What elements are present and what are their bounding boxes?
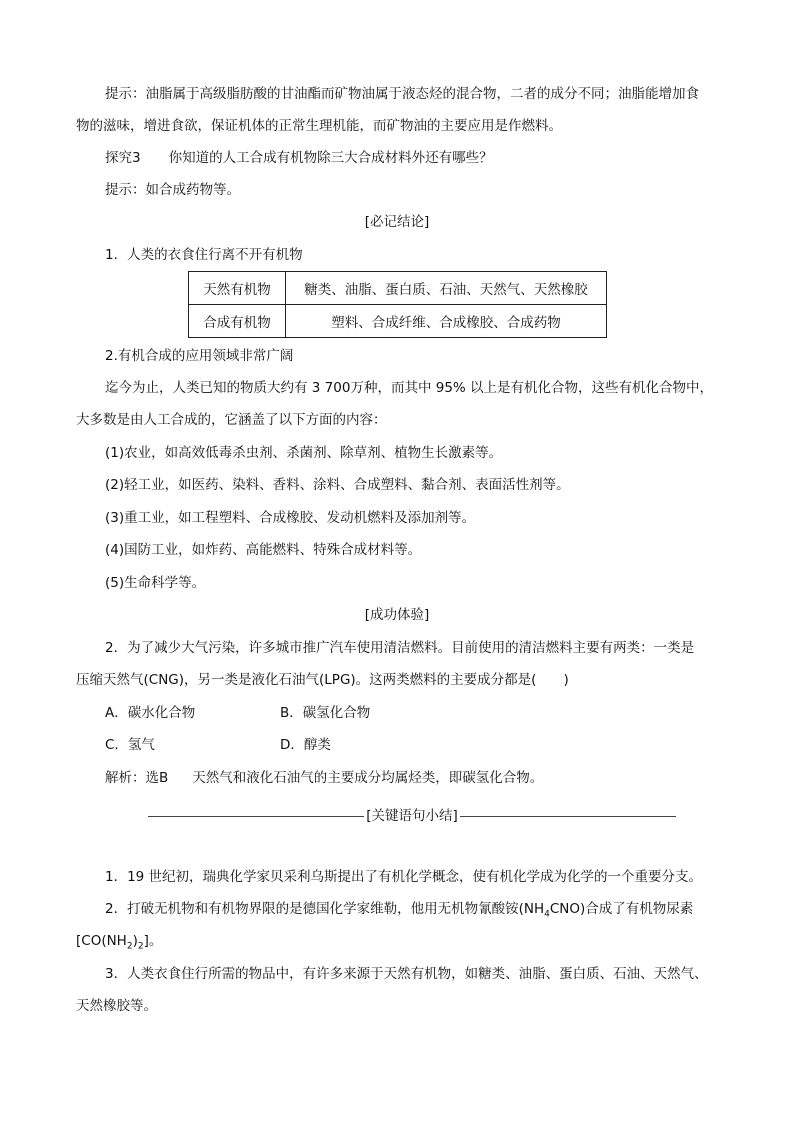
summary-item-2-line1 — [105, 899, 693, 925]
table-cell-content: 塑料、合成纤维、合成橡胶、合成药物 — [286, 305, 607, 338]
subscript: 2 — [137, 941, 144, 952]
divider-rule-left — [148, 816, 364, 817]
summary-text: CNO)合成了有机物尿素 — [549, 901, 694, 917]
summary-text: [CO(NH — [76, 933, 127, 949]
hint-oil-line1: 提示：油脂属于高级脂肪酸的甘油酯而矿物油属于液态烃的混合物，二者的成分不同；油脂能增加食 — [105, 86, 699, 102]
point1-title: 1．人类的衣食住行离不开有机物 — [105, 247, 303, 263]
question2-line1: 2．为了减少大气污染，许多城市推广汽车使用清洁燃料。目前使用的清洁燃料主要有两类：一类是 — [105, 640, 695, 656]
section-experience: [成功体验] — [364, 607, 430, 623]
option-c: C．氢气 — [105, 737, 155, 753]
organic-table — [188, 271, 607, 338]
summary-text: ) — [132, 933, 138, 949]
point2-item: (3)重工业，如工程塑料、合成橡胶、发动机燃料及添加剂等。 — [105, 510, 476, 526]
point2-title: 2.有机合成的应用领域非常广阔 — [105, 348, 294, 364]
section-summary: [关键语句小结] — [366, 808, 458, 824]
explore3-label: 探究3 — [105, 150, 141, 166]
point2-line2: 大多数是由人工合成的，它涵盖了以下方面的内容： — [76, 412, 387, 428]
summary-divider — [148, 806, 676, 826]
table-cell-content: 糖类、油脂、蛋白质、石油、天然气、天然橡胶 — [286, 272, 607, 305]
point2-line1: 迄今为止，人类已知的物质大约有 3 700万种，而其中 95% 以上是有机化合物，这些有机化合物中， — [105, 380, 714, 396]
summary-item-3-line1: 3．人类衣食住行所需的物品中，有许多来源于天然有机物，如糖类、油脂、蛋白质、石油、天然气、 — [105, 966, 708, 982]
subscript: 4 — [544, 909, 550, 920]
table-row — [189, 272, 607, 305]
point2-item: (2)轻工业，如医药、染料、香料、涂料、合成塑料、黏合剂、表面活性剂等。 — [105, 477, 570, 493]
answer-line — [105, 768, 543, 788]
summary-item-1: 1．19 世纪初，瑞典化学家贝采利乌斯提出了有机化学概念，使有机化学成为化学的一个重要分支。 — [105, 869, 703, 885]
summary-text: 2．打破无机物和有机物界限的是德国化学家维勒，他用无机物氰酸铵(NH — [105, 901, 545, 917]
point2-item: (5)生命科学等。 — [105, 575, 206, 591]
point2-item: (1)农业，如高效低毒杀虫剂、杀菌剂、除草剂、植物生长激素等。 — [105, 445, 503, 461]
summary-text: ]。 — [143, 933, 163, 949]
section-conclusion: [必记结论] — [364, 214, 430, 230]
explore3-hint: 提示：如合成药物等。 — [105, 182, 240, 198]
option-a: A．碳水化合物 — [105, 705, 196, 721]
explore3-line — [105, 148, 493, 168]
explore3-question: 你知道的人工合成有机物除三大合成材料外还有哪些？ — [168, 150, 493, 166]
divider-rule-right — [460, 816, 676, 817]
point2-item: (4)国防工业，如炸药、高能燃料、特殊合成材料等。 — [105, 542, 422, 558]
option-d: D．醇类 — [280, 737, 331, 753]
summary-item-3-line2: 天然橡胶等。 — [76, 998, 157, 1014]
subscript: 2 — [126, 941, 133, 952]
table-row — [189, 305, 607, 338]
answer-text: 天然气和液化石油气的主要成分均属烃类，即碳氢化合物。 — [192, 770, 544, 786]
answer-prefix: 解析：选B — [105, 770, 169, 786]
table-cell-label: 天然有机物 — [189, 272, 286, 305]
summary-item-2-line2 — [76, 931, 162, 957]
option-b: B．碳氢化合物 — [280, 705, 371, 721]
hint-oil-line2: 物的滋味，增进食欲，保证机体的正常生理机能，而矿物油的主要应用是作燃料。 — [76, 118, 562, 134]
question2-line2: 压缩天然气(CNG)，另一类是液化石油气(LPG)。这两类燃料的主要成分都是( ) — [76, 672, 569, 688]
table-cell-label: 合成有机物 — [189, 305, 286, 338]
